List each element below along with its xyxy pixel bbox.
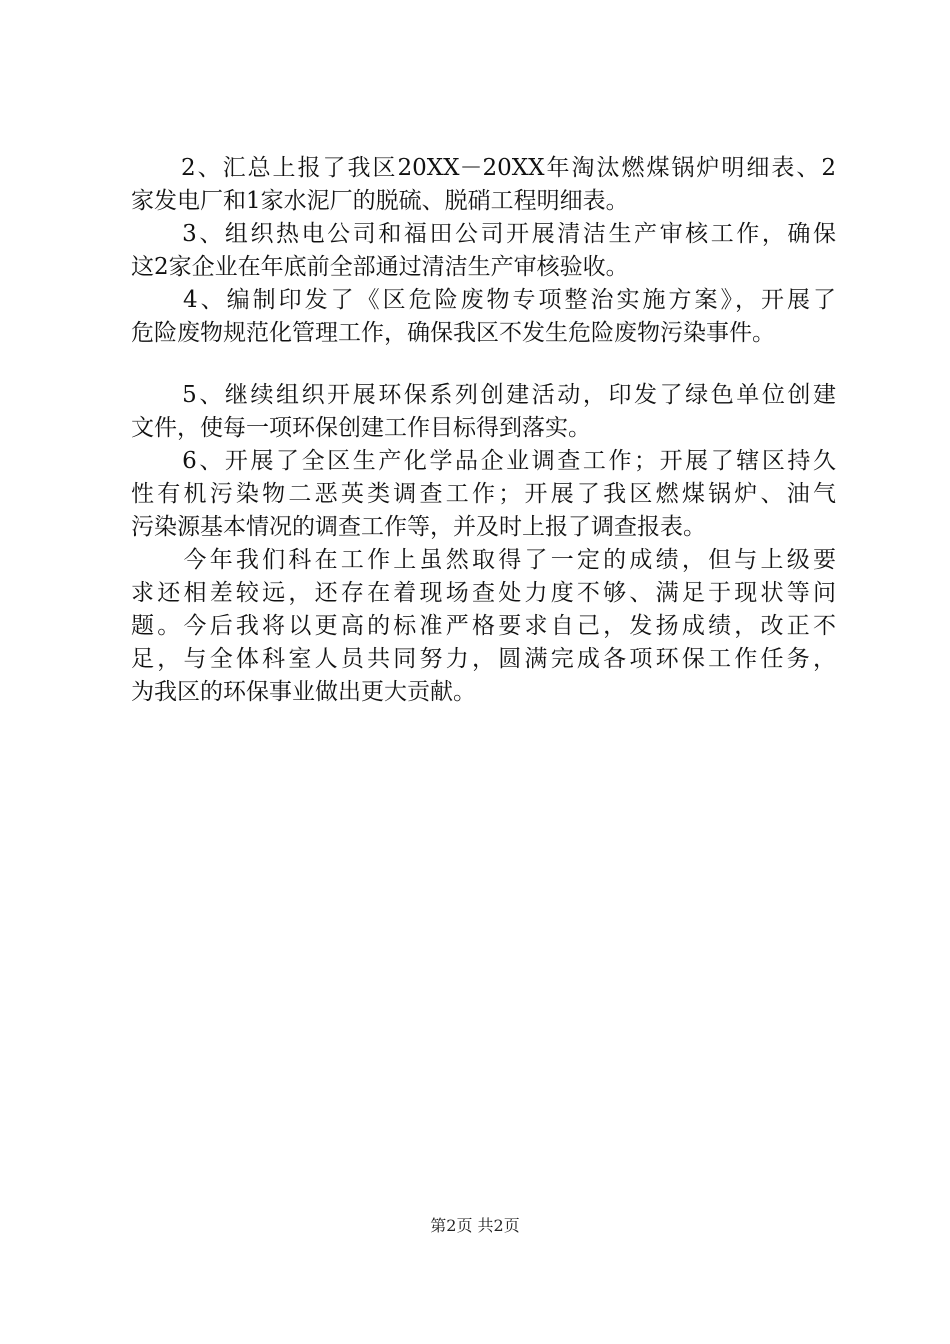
paragraph-summary [131, 544, 836, 709]
text-line: 4、编制印发了《区危险废物专项整治实施方案》，开展了 [131, 287, 836, 313]
paragraph-item-4 [131, 284, 836, 350]
text-line: 足，与全体科室人员共同努力，圆满完成各项环保工作任务， [131, 646, 836, 672]
text-line: 今年我们科在工作上虽然取得了一定的成绩，但与上级要 [131, 547, 836, 573]
text-line: 文件，使每一项环保创建工作目标得到落实。 [131, 415, 591, 441]
text-line: 5、继续组织开展环保系列创建活动，印发了绿色单位创建 [131, 382, 836, 408]
document-body [131, 152, 836, 709]
text-line: 3、组织热电公司和福田公司开展清洁生产审核工作，确保 [131, 221, 836, 247]
text-line: 性有机污染物二恶英类调查工作；开展了我区燃煤锅炉、油气 [131, 481, 836, 507]
text-line: 家发电厂和1家水泥厂的脱硫、脱硝工程明细表。 [131, 188, 629, 214]
paragraph-spacer [131, 350, 836, 379]
text-line: 题。今后我将以更高的标准严格要求自己，发扬成绩，改正不 [131, 613, 836, 639]
text-line: 污染源基本情况的调查工作等，并及时上报了调查报表。 [131, 514, 706, 540]
page-number-footer: 第2页 共2页 [430, 1216, 520, 1235]
paragraph-item-2 [131, 152, 836, 218]
text-line: 求还相差较远，还存在着现场查处力度不够、满足于现状等问 [131, 580, 836, 606]
text-line: 2、汇总上报了我区20XX－20XX年淘汰燃煤锅炉明细表、2 [131, 155, 836, 181]
paragraph-item-5 [131, 379, 836, 445]
text-line: 这2家企业在年底前全部通过清洁生产审核验收。 [131, 254, 629, 280]
paragraph-item-6 [131, 445, 836, 544]
text-line: 危险废物规范化管理工作，确保我区不发生危险废物污染事件。 [131, 320, 775, 346]
paragraph-item-3 [131, 218, 836, 284]
text-line: 6、开展了全区生产化学品企业调查工作；开展了辖区持久 [131, 448, 836, 474]
text-line: 为我区的环保事业做出更大贡献。 [131, 679, 476, 705]
